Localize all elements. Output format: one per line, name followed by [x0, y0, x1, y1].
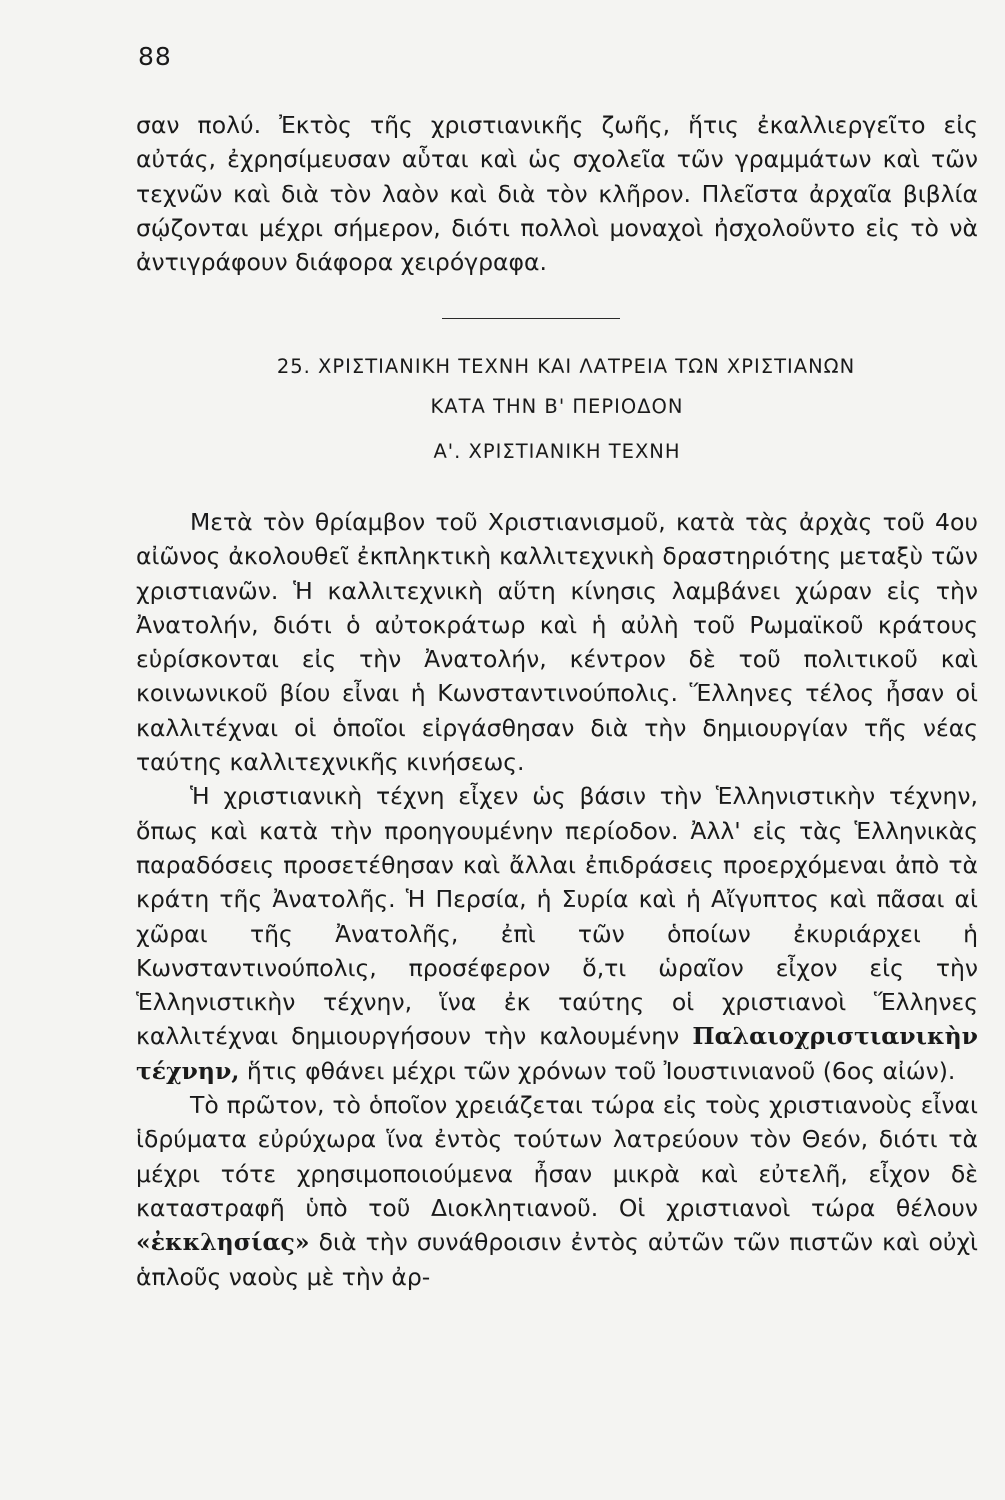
subsection-title: Α'. ΧΡΙΣΤΙΑΝΙΚΗ ΤΕΧΝΗ [433, 440, 681, 463]
paragraph-3-text: Τὸ πρῶτον, τὸ ὁποῖον χρειάζεται τώρα εἰς τοὺς χριστιανοὺς εἶναι ἱδρύματα εὐρύχωρα ἵνα ἐντὸς τούτων λατρεύουν τὸν Θεόν, διότι τὰ μέχρι τότε χρησιμοποιούμενα ἦσαν μικρὰ καὶ εὐτελῆ, εἶχον δὲ καταστραφῆ ὑπὸ τοῦ Διοκλητιανοῦ. Οἱ χριστιανοὶ τώρα θέλουν [136, 1091, 978, 1222]
paragraph-2 [136, 779, 978, 1088]
paragraph-3 [136, 1088, 978, 1294]
section-divider [442, 318, 620, 319]
paragraph-2-term: Παλαιοχριστιανικὴν τέχνην, [136, 1022, 978, 1085]
paragraph-1: Μετὰ τὸν θρίαμβον τοῦ Χριστιανισμοῦ, κατὰ τὰς ἀρχὰς τοῦ 4ου αἰῶνος ἀκολουθεῖ ἐκπληκτικὴ καλλιτεχνικὴ δραστηριότης μεταξὺ τῶν χριστιανῶν. Ἡ καλλιτεχνικὴ αὕτη κίνησις λαμβάνει χώραν εἰς τὴν Ἀνατολήν, διότι ὁ αὐτοκράτωρ καὶ ἡ αὐλὴ τοῦ Ρωμαϊκοῦ κράτους εὑρίσκονται εἰς τὴν Ἀνατολήν, κέντρον δὲ τοῦ πολιτικοῦ καὶ κοινωνικοῦ βίου εἶναι ἡ Κωνσταντινούπολις. Ἕλληνες τέλος ἦσαν οἱ καλλιτέχναι οἱ ὁποῖοι εἰργάσθησαν διὰ τὴν δημιουργίαν τῆς νέας ταύτης καλλιτεχνικῆς κινήσεως. [136, 508, 978, 777]
paragraph-3-term: «ἐκκλησίας» [136, 1228, 310, 1257]
paragraph-3-end: διὰ τὴν συνάθροισιν ἐντὸς αὐτῶν τῶν πιστῶν καὶ οὐχὶ ἁπλοῦς ναοὺς μὲ τὴν ἀρ- [136, 1228, 978, 1291]
body-text [136, 505, 978, 1294]
intro-paragraph: σαν πολύ. Ἐκτὸς τῆς χριστιανικῆς ζωῆς, ἥτις ἐκαλλιεργεῖτο εἰς αὐτάς, ἐχρησίμευσαν αὗται καὶ ὡς σχολεῖα τῶν γραμμάτων καὶ τῶν τεχνῶν καὶ διὰ τὸν λαὸν καὶ διὰ τὸν κλῆρον. Πλεῖστα ἀρχαῖα βιβλία σῴζονται μέχρι σήμερον, διότι πολλοὶ μοναχοὶ ἠσχολοῦντο εἰς τὸ νὰ ἀντιγράφουν διάφορα χειρόγραφα. [136, 111, 978, 277]
page-number: 88 [138, 42, 172, 71]
intro-paragraph-block [136, 108, 978, 279]
section-subtitle: ΚΑΤΑ ΤΗΝ Β' ΠΕΡΙΟΔΟΝ [430, 395, 684, 418]
paragraph-2-text: Ἡ χριστιανικὴ τέχνη εἶχεν ὡς βάσιν τὴν Ἑλληνιστικὴν τέχνην, ὅπως καὶ κατὰ τὴν προηγουμένην περίοδον. Ἀλλ' εἰς τὰς Ἑλληνικὰς παραδόσεις προσετέθησαν καὶ ἄλλαι ἐπιδράσεις προερχόμεναι ἀπὸ τὰ κράτη τῆς Ἀνατολῆς. Ἡ Περσία, ἡ Συρία καὶ ἡ Αἴγυπτος καὶ πᾶσαι αἱ χῶραι τῆς Ἀνατολῆς, ἐπὶ τῶν ὁποίων ἐκυριάρχει ἡ Κωνσταντινούπολις, προσέφερον ὅ,τι ὡραῖον εἶχον εἰς τὴν Ἑλληνιστικὴν τέχνην, ἵνα ἐκ ταύτης οἱ χριστιανοὶ Ἕλληνες καλλιτέχναι δημιουργήσουν τὴν καλουμένην [136, 782, 978, 1051]
paragraph-2-end: ἥτις φθάνει μέχρι τῶν χρόνων τοῦ Ἰουστινιανοῦ (6ος αἰών). [246, 1056, 956, 1085]
section-title: 25. ΧΡΙΣΤΙΑΝΙΚΗ ΤΕΧΝΗ ΚΑΙ ΛΑΤΡΕΙΑ ΤΩΝ ΧΡΙΣΤΙΑΝΩΝ [276, 355, 856, 378]
